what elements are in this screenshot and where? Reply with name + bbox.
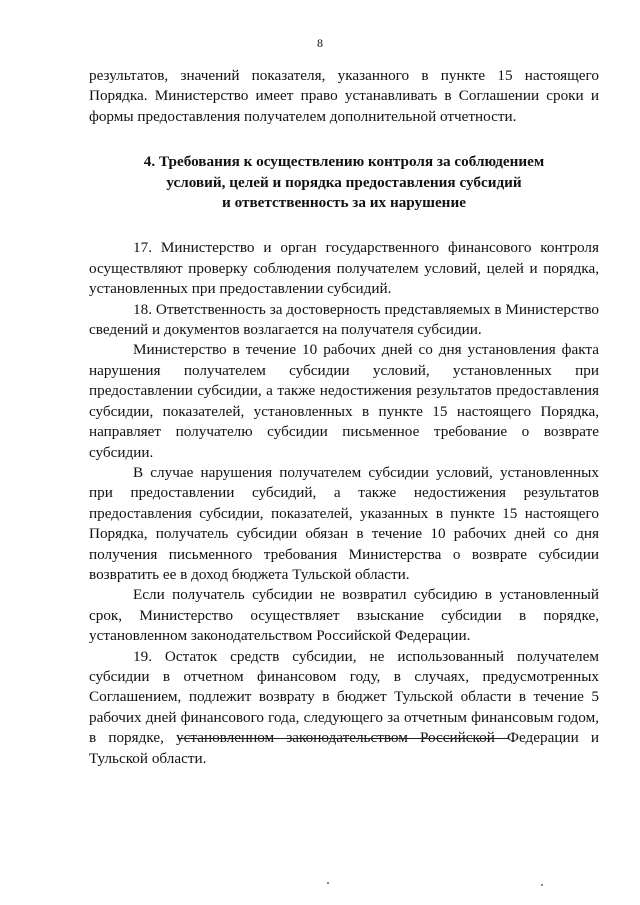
paragraph-18-recovery: Если получатель субсидии не возвратил субсидию в установленный срок, Министерство осуществляет взыскание субсидии в порядке, установленном законодательством Российской Федерации.	[89, 586, 599, 645]
paragraph-17: 17. Министерство и орган государственного финансового контроля осуществляют проверку соблюдения получателем условий, целей и порядка, установленных при предоставлении субсидий.	[89, 239, 599, 298]
section-4-title-line-2: условий, целей и порядка предоставления субсидий	[166, 173, 522, 191]
paragraph-18: 18. Ответственность за достоверность представляемых в Министерство сведений и документов возлагается на получателя субсидии.	[89, 300, 599, 339]
document-body	[89, 66, 599, 769]
intro-paragraph: результатов, значений показателя, указанного в пункте 15 настоящего Порядка. Министерство имеет право устанавливать в Соглашении сроки и формы предоставления получателем дополнительной отчетности.	[89, 67, 599, 125]
paragraph-18-deadline: Министерство в течение 10 рабочих дней со дня установления факта нарушения получателем субсидии условий, установленных при предоставлении субсидии, а также недостижения результатов предоставления субсидии, показателей, установленных в пункте 15 настоящего Порядка, направляет получателю субсидии письменное требование о возврате субсидии.	[89, 341, 599, 461]
paragraph-18-violation: В случае нарушения получателем субсидии условий, установленных при предоставлении субсидий, а также недостижения результатов предоставления субсидии, показателей, указанных в пункте 15 настоящего Порядка, получатель субсидии обязан в течение 10 рабочих дней со дня получения письменного требования Министерства о возврате субсидии возвратить ее в доход бюджета Тульской области.	[89, 463, 599, 583]
paragraph-19: 19. Остаток средств субсидии, не использованный получателем субсидии в отчетном финансовом году, в случаях, предусмотренных Соглашением, подлежит возврату в бюджет Тульской области в течение 5 рабочих дней финансового года, следующего за отчетным финансовым годом, в порядке, установленном законодательством Российской Федерации и Тульской области.	[89, 647, 599, 767]
scan-speck	[327, 882, 329, 884]
section-4-heading	[89, 152, 599, 213]
page-number: 8	[317, 36, 323, 50]
end-of-document-rule	[178, 738, 508, 739]
section-4-title-line-3: и ответственность за их нарушение	[222, 194, 466, 212]
section-4-title-line-1: 4. Требования к осуществлению контроля за соблюдением	[143, 153, 545, 171]
scan-speck	[541, 884, 543, 886]
